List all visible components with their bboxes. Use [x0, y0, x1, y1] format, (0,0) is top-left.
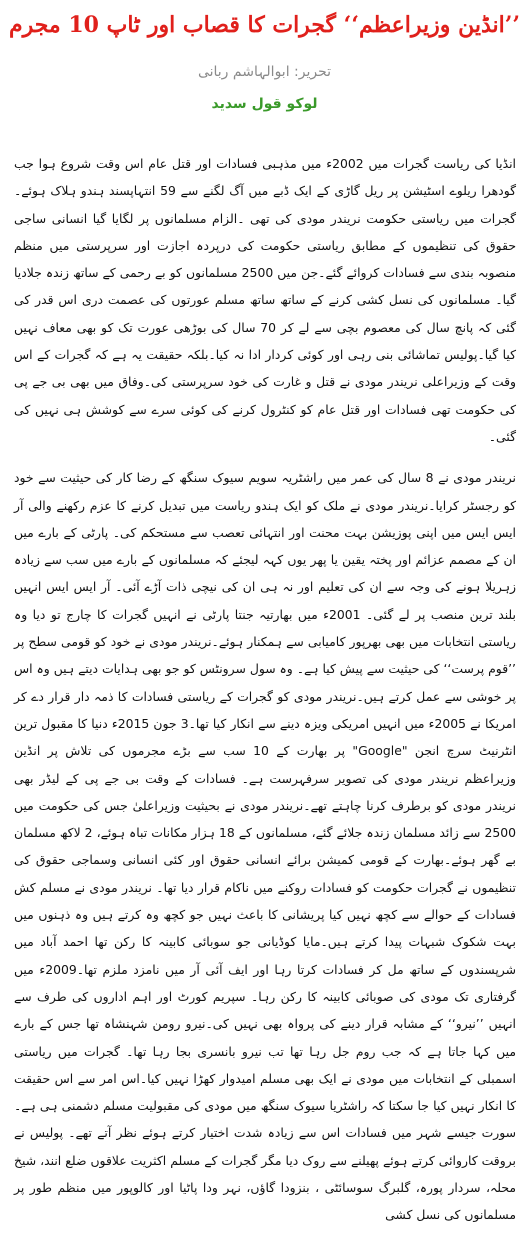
article-body: [14, 150, 516, 1243]
article-title: ’’انڈین وزیراعظم‘‘ گجرات کا قصاب اور ٹاپ 10 مجرم: [8, 12, 521, 38]
article-paragraph-2: نریندر مودی نے 8 سال کی عمر میں راشٹریہ سویم سیوک سنگھ کے رضا کار کی حیثیت سے خود کو رجسٹر کرایا۔نریندر مودی نے ملک کو ایک ہندو ریاست میں تبدیل کرنے کا عزم رکھنے والی آر ایس ایس میں اپنی پوزیشن بہت محنت اور انتہائی تعصب سے مستحکم کی۔ پارٹی کے بارے میں ان کے مصمم عزائم اور پختہ یقین یا پھر یوں کہہ لیجئے کہ مسلمانوں کے بارے میں سب سے زیادہ زہریلا ہونے کی وجہ سے ان کی تعلیم اور نہ ہی ان کی نیچی ذات آڑے آئی۔ آر ایس ایس انہیں بلند ترین منصب پر لے گئی۔ 2001ء میں بھارتیہ جنتا پارٹی نے انہیں گجرات کا چارج تو دیا وہ ریاستی انتخابات میں بھی بھرپور کامیابی سے ہمکنار ہوئے۔نریندر مودی نے خود کو قومی سطح پر ’’قوم پرست‘‘ کی حیثیت سے پیش کیا ہے۔ وہ سول سرونٹس کو جو بھی ہدایات دیتے ہیں وہ اس پر خوشی سے عمل کرتے ہیں۔نریندر مودی کو گجرات کے ریاستی فسادات کا ذمہ دار قرار دے کر امریکا نے 2005ء میں انہیں امریکی ویزہ دینے سے انکار کیا تھا۔3 جون 2015ء دنیا کا مقبول ترین انٹرنیٹ سرچ انجن "Google" پر بھارت کے 10 سب سے بڑے مجرموں کی تلاش پر انڈین وزیراعظم نریندر مودی کی تصویر سرفہرست ہے۔ فسادات کے وقت بی جے پی کے لیڈر بھی نریندر مودی کو برطرف کرنا چاہتے تھے۔نریندر مودی نے بحیثیت وزیراعلیٰ جس کی حکومت میں 2500 سے زائد مسلمان زندہ جلائے گئے، مسلمانوں کے 18 ہزار مکانات تباہ ہوئے، 2 لاکھ مسلمان بے گھر ہوئے۔بھارت کے قومی کمیشن برائے انسانی حقوق اور کئی انسانی وسماجی حقوق کی تنظیموں نے گجرات حکومت کو فسادات روکنے میں ناکام قرار دیا تھا۔ نریندر مودی نے مسلم کش فسادات کے حوالے سے کچھ نہیں کیا پریشانی کا باعث نہیں جو کچھ وہ کرتے ہیں وہ ذہنوں میں بہت شکوک شبہات پیدا کرتے ہیں۔مایا کوڈیانی جو سوبائی کابینہ کا رکن تھا احمد آباد میں شرپسندوں کے ساتھ مل کر فسادات کرتا رہا اور ایف آئی آر میں نامزد ملزم تھا۔2009ء میں گرفتاری تک مودی کی صوبائی کابینہ کا رکن رہا۔ سپریم کورٹ اور اہم اداروں کی طرف سے انہیں ’’نیرو‘‘ کے مشابہ قرار دینے کی پرواہ بھی نہیں کی۔نیرو رومن شہنشاہ تھا جس کے بارے میں کہا جاتا ہے کہ جب روم جل رہا تھا تب نیرو بانسری بجا رہا تھا۔ گجرات میں ریاستی اسمبلی کے انتخابات میں مودی نے ایک بھی مسلم امیدوار کھڑا نہیں کیا۔اس امر سے اس حقیقت کا انکار نہیں کیا جا سکتا کہ راشٹریا سیوک سنگھ میں مودی کی مقبولیت مسلم دشمنی ہی ہے۔سورت جیسے شہر میں فسادات اس سے زیادہ شدت اختیار کرتے ہوئے نظر آتے تھے۔ پولیس نے بروقت کاروائی کرتے ہوئے پھیلنے سے روک دیا مگر گجرات کے مسلم اکثریت علاقوں ضلع انند، شیخ محلہ، سردار پورہ، گلبرگ سوسائٹی ، بنزودا گاؤں، نہر ودا پاٹیا اور کالوپور میں منظم طور پر مسلمانوں کی نسل کشی: [14, 470, 517, 1223]
article-source: لوکو قول سدید: [211, 96, 318, 112]
article-author: تحریر: ابوالہاشم ربانی: [197, 64, 332, 80]
article-paragraph-1: انڈیا کی ریاست گجرات میں 2002ء میں مذہبی فسادات اور قتل عام اس وقت شروع ہوا جب گودھرا ریلوے اسٹیشن پر ریل گاڑی کے ایک ڈبے میں آگ لگنے سے 59 انتہاپسند ہندو ہلاک ہوئے۔ گجرات میں ریاستی حکومت نریندر مودی کی تھی ۔الزام مسلمانوں پر لگایا گیا انسانی ساجی حقوق کی تنظیموں کے مطابق ریاستی حکومت کی درپردہ اجازت اور سرپرستی میں منظم منصوبہ بندی سے فسادات کروائے گئے۔جن میں 2500 مسلمانوں کو بے رحمی کے ساتھ زندہ جلادیا گیا۔ مسلمانوں کی نسل کشی کرنے کے ساتھ ساتھ مسلم عورتوں کی عصمت دری اس قدر کی گئی کہ پانچ سال کی معصوم بچی سے لے کر 70 سال کی بوڑھی عورت تک کو بھی معاف نہیں کیا گیا۔پولیس تماشائی بنی رہی اور کوئی کردار ادا نہ کیا۔بلکہ حقیقت یہ ہے کہ گجرات کے اس وقت کے وزیراعلی نریندر مودی نے قتل و غارت کی خود سرپرستی کی۔وفاق میں بھی بی جے پی کی حکومت تھی فسادات اور قتل عام کو کنٹرول کرنے کی کوئی سرے سے کوشش ہی نہیں کی گئی۔: [14, 156, 517, 444]
